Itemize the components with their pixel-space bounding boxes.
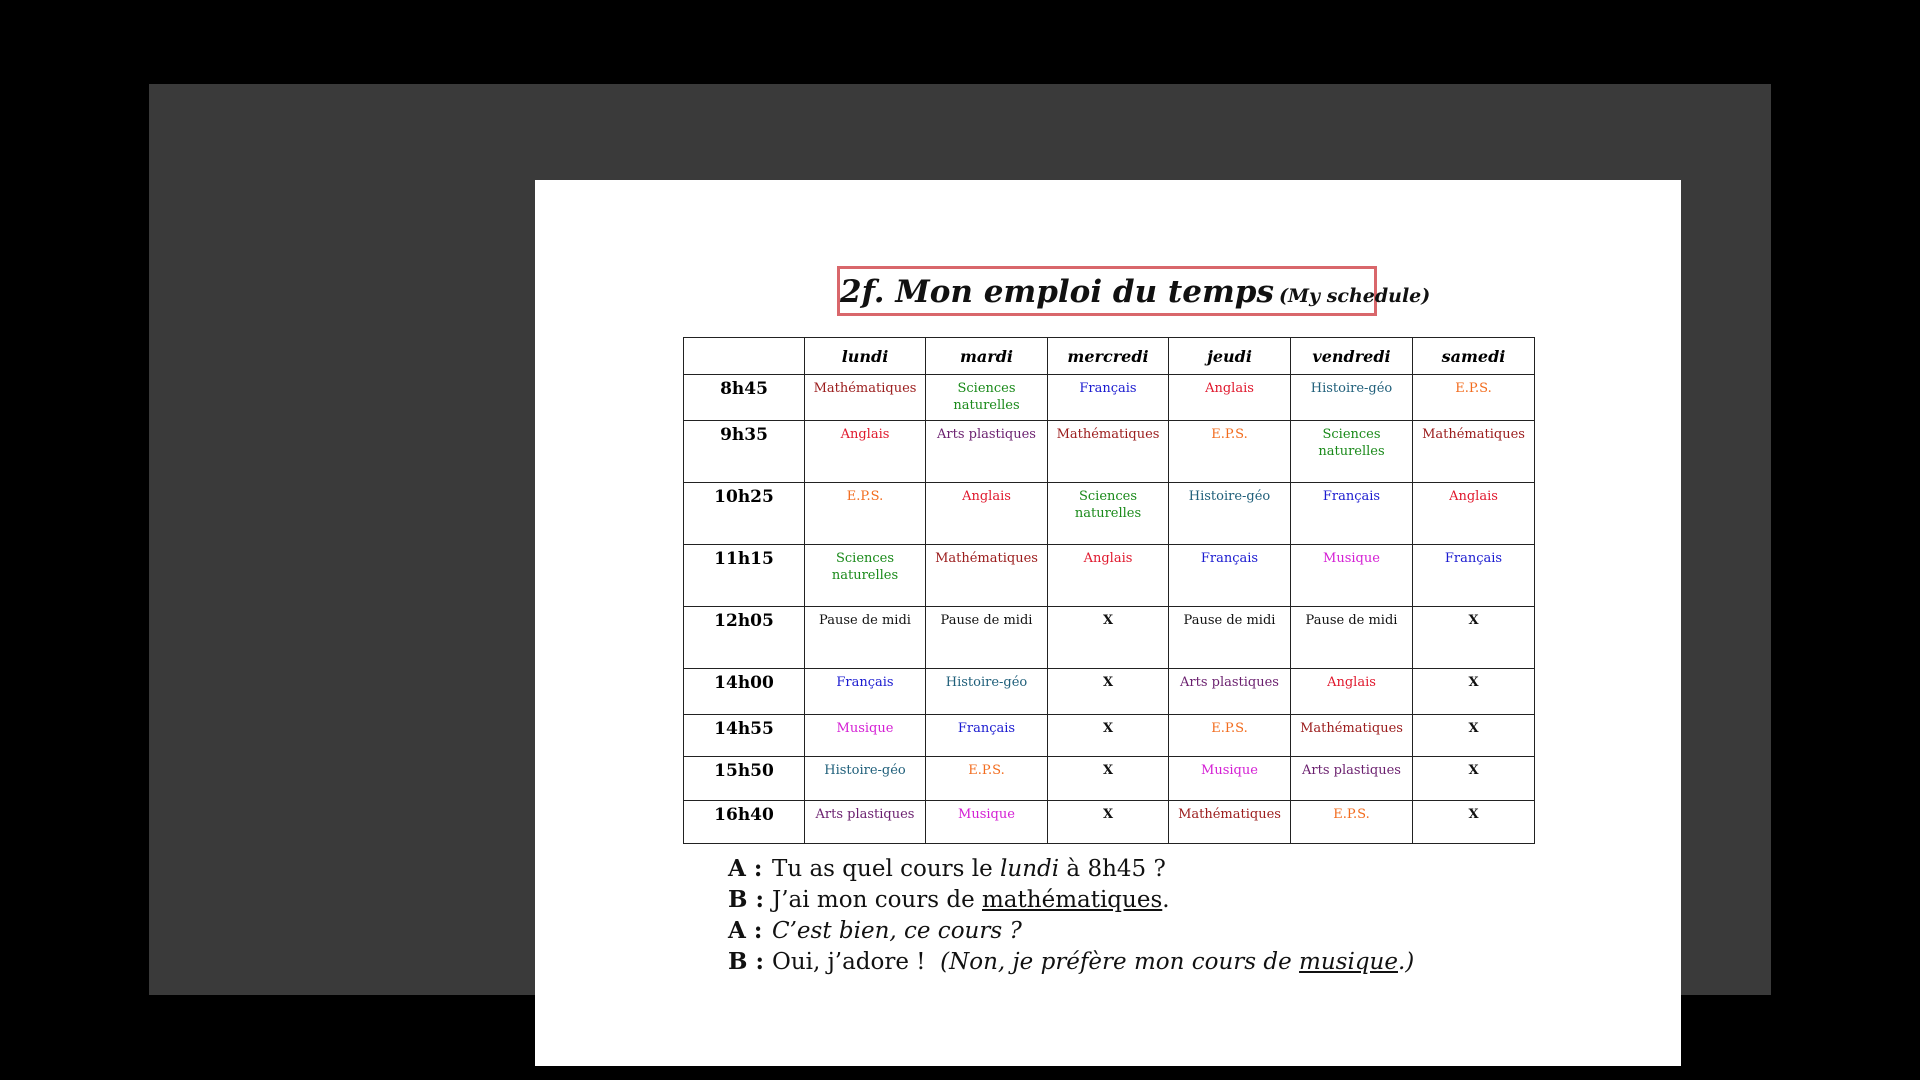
class-cell: Musique [1169,757,1291,801]
document-page [535,180,1681,1066]
dialog-line [728,886,1170,913]
time-cell: 15h50 [684,757,805,801]
class-cell: X [1413,757,1535,801]
class-cell: E.P.S. [1169,715,1291,757]
time-cell: 14h55 [684,715,805,757]
class-cell: Anglais [805,421,926,483]
table-row [684,607,1535,669]
schedule-table [683,337,1535,844]
day-header: mardi [926,338,1048,375]
class-cell: Histoire-géo [1291,375,1413,421]
class-cell: Histoire-géo [926,669,1048,715]
class-cell: X [1048,801,1169,844]
dialog-text: J’ai mon cours de [772,887,982,913]
class-cell: Mathématiques [1169,801,1291,844]
class-cell: Arts plastiques [1291,757,1413,801]
class-cell: X [1048,669,1169,715]
title-subtitle: (My schedule) [1279,285,1431,307]
dialog-line [728,855,1166,882]
time-cell: 9h35 [684,421,805,483]
class-cell: Anglais [1048,545,1169,607]
class-cell: Anglais [926,483,1048,545]
dialog-text: . [1162,887,1170,913]
dialog-text: musique [1299,949,1398,975]
class-cell: Musique [805,715,926,757]
time-cell: 11h15 [684,545,805,607]
class-cell: Musique [1291,545,1413,607]
class-cell: Mathématiques [1291,715,1413,757]
class-cell: Anglais [1291,669,1413,715]
dialog-speaker: A : [728,855,763,882]
time-cell: 14h00 [684,669,805,715]
day-header: lundi [805,338,926,375]
dialog-line [728,948,1414,975]
page-title [837,266,1431,316]
table-row [684,801,1535,844]
table-row [684,757,1535,801]
class-cell: X [1413,801,1535,844]
class-cell: E.P.S. [1413,375,1535,421]
class-cell: Anglais [1169,375,1291,421]
dialog-speaker: B : [728,886,764,913]
class-cell: X [1413,715,1535,757]
class-cell: Sciences naturelles [1048,483,1169,545]
day-header: jeudi [1169,338,1291,375]
dialog-line [728,917,1022,944]
class-cell: Français [1413,545,1535,607]
table-row [684,483,1535,545]
class-cell: E.P.S. [805,483,926,545]
class-cell: X [1048,715,1169,757]
dialog-text: Tu as quel cours le [772,856,1001,882]
table-row [684,545,1535,607]
class-cell: Français [926,715,1048,757]
day-header: samedi [1413,338,1535,375]
dialog-text: mathématiques [982,887,1163,913]
class-cell: Mathématiques [926,545,1048,607]
document-viewer [149,84,1771,995]
dialog-text: C’est bien, ce cours ? [772,918,1022,944]
table-row [684,375,1535,421]
class-cell: Français [1291,483,1413,545]
class-cell: X [1413,607,1535,669]
class-cell: Français [1048,375,1169,421]
class-cell: Mathématiques [805,375,926,421]
table-header-row [684,338,1535,375]
class-cell: Sciences naturelles [926,375,1048,421]
dialog-speaker: A : [728,917,763,944]
class-cell: E.P.S. [1291,801,1413,844]
class-cell: Arts plastiques [1169,669,1291,715]
class-cell: E.P.S. [1169,421,1291,483]
class-cell: X [1048,757,1169,801]
class-cell: Mathématiques [1413,421,1535,483]
class-cell: Histoire-géo [805,757,926,801]
table-body [684,375,1535,844]
dialog-text: (Non, je préfère mon cours de [940,949,1300,975]
class-cell: Mathématiques [1048,421,1169,483]
class-cell: E.P.S. [926,757,1048,801]
class-cell: Sciences naturelles [805,545,926,607]
dialog-speaker: B : [728,948,764,975]
corner-cell [684,338,805,375]
class-cell: Musique [926,801,1048,844]
time-cell: 8h45 [684,375,805,421]
class-cell: Anglais [1413,483,1535,545]
class-cell: X [1048,607,1169,669]
dialog-text: Oui, j’adore ! [772,949,941,975]
title-main: 2f. Mon emploi du temps [840,274,1274,310]
dialog-text: lundi [1000,856,1060,882]
time-cell: 12h05 [684,607,805,669]
class-cell: Sciences naturelles [1291,421,1413,483]
class-cell: Pause de midi [805,607,926,669]
table-row [684,715,1535,757]
class-cell: Pause de midi [926,607,1048,669]
day-header: mercredi [1048,338,1169,375]
time-cell: 16h40 [684,801,805,844]
class-cell: Français [1169,545,1291,607]
time-cell: 10h25 [684,483,805,545]
dialog-text: à 8h45 ? [1059,856,1166,882]
class-cell: Arts plastiques [926,421,1048,483]
class-cell: Français [805,669,926,715]
class-cell: Arts plastiques [805,801,926,844]
class-cell: Pause de midi [1169,607,1291,669]
class-cell: Pause de midi [1291,607,1413,669]
day-header: vendredi [1291,338,1413,375]
dialog-text: .) [1397,949,1415,975]
class-cell: Histoire-géo [1169,483,1291,545]
class-cell: X [1413,669,1535,715]
table-row [684,421,1535,483]
table-row [684,669,1535,715]
